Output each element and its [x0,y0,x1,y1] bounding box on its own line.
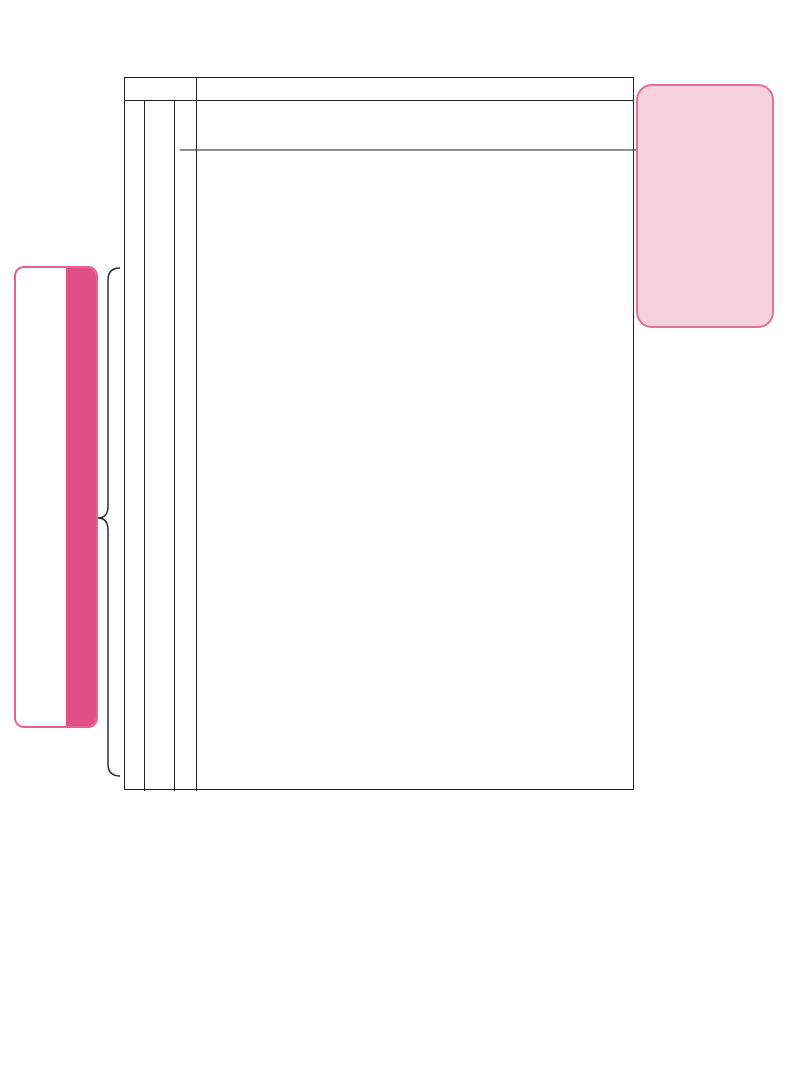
left-callout-band [66,268,96,726]
category-column [125,101,145,791]
left-callout [14,266,98,728]
header-right [197,78,633,101]
right-callout [636,84,774,328]
header-left [125,78,197,101]
subcategory-column [145,101,175,791]
left-brace [96,266,124,778]
callout-pointer [176,148,640,152]
form-table [124,77,634,790]
label-column [175,101,197,791]
